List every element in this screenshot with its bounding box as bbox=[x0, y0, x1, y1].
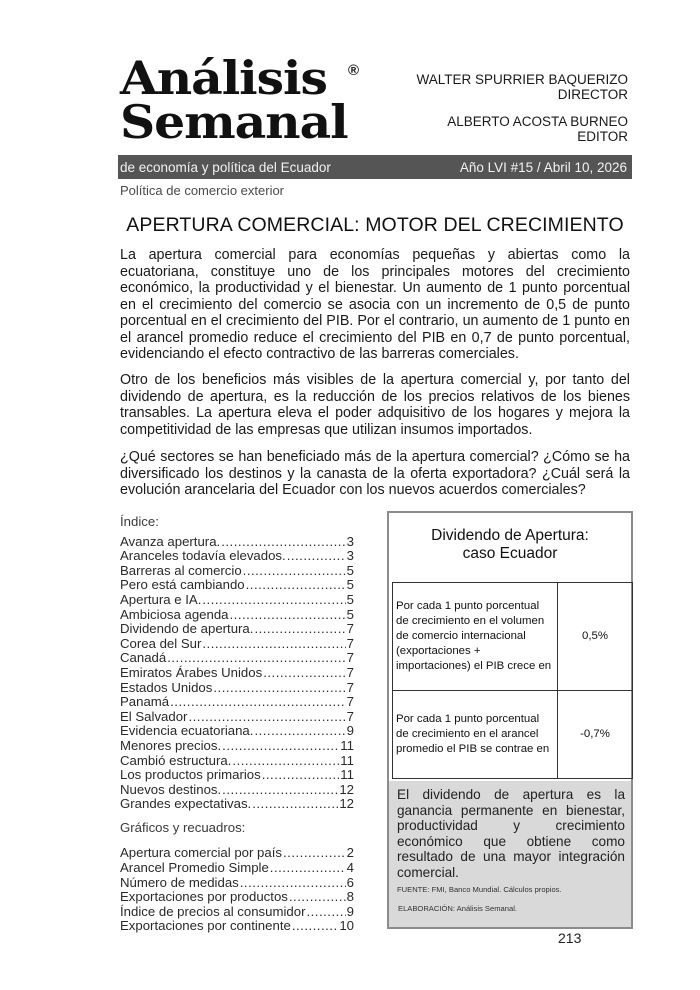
index-entry-label: Aranceles todavía elevados. bbox=[120, 548, 286, 564]
index-entry bbox=[120, 890, 354, 905]
dot-leader bbox=[254, 622, 345, 637]
index-entry bbox=[120, 695, 354, 710]
index-entry bbox=[120, 724, 354, 739]
index-entry-page: 12 bbox=[339, 781, 354, 797]
sidebar-title bbox=[389, 527, 631, 563]
dot-leader bbox=[221, 535, 345, 550]
table-of-contents bbox=[120, 515, 354, 934]
editor-name: ALBERTO ACOSTA BURNEO bbox=[447, 114, 628, 129]
index-entry bbox=[120, 681, 354, 696]
dot-leader bbox=[202, 637, 345, 652]
registered-mark: ® bbox=[348, 62, 360, 79]
sidebar-summary-panel bbox=[389, 781, 631, 927]
headline: APERTURA COMERCIAL: MOTOR DEL CRECIMIENTO bbox=[126, 214, 624, 236]
paragraph-3: ¿Qué sectores se han beneficiado más de la apertura comercial? ¿Cómo se ha diversificado los destinos y la canasta de la oferta exportadora? ¿Cuál será la evolución arancelaria del Ecuador con los nuevos acuerdos comerciales? bbox=[120, 449, 630, 498]
index-entry bbox=[120, 768, 354, 783]
index-entry bbox=[120, 666, 354, 681]
dot-leader bbox=[283, 846, 346, 861]
index-entry bbox=[120, 578, 354, 593]
dot-leader bbox=[240, 876, 346, 891]
index-entry-page: 6 bbox=[346, 874, 354, 890]
index-entry-label: Barreras al comercio bbox=[120, 562, 242, 578]
index-entry bbox=[120, 710, 354, 725]
section-label: Política de comercio exterior bbox=[120, 183, 285, 198]
index-entry-page: 7 bbox=[346, 664, 354, 680]
dot-leader bbox=[292, 919, 339, 934]
index-entry-label: El Salvador bbox=[120, 708, 188, 724]
index-entry bbox=[120, 637, 354, 652]
charts-list bbox=[120, 846, 354, 934]
credit-note: ELABORACIÓN: Análisis Semanal. bbox=[398, 904, 518, 913]
dot-leader bbox=[243, 564, 346, 579]
masthead-staff bbox=[416, 72, 628, 144]
index-entry-label: Grandes expectativas. bbox=[120, 796, 252, 812]
dot-leader bbox=[263, 666, 345, 681]
index-entry-page: 5 bbox=[346, 562, 354, 578]
index-entry-label: Apertura comercial por país bbox=[120, 845, 282, 861]
index-entry bbox=[120, 622, 354, 637]
dot-leader bbox=[287, 549, 346, 564]
index-entry bbox=[120, 797, 354, 812]
dot-leader bbox=[230, 608, 346, 623]
source-note: FUENTE: FMI, Banco Mundial. Cálculos propios. bbox=[397, 885, 562, 894]
dot-leader bbox=[306, 905, 345, 920]
index-entry bbox=[120, 846, 354, 861]
index-entry bbox=[120, 608, 354, 623]
index-entry-label: Avanza apertura. bbox=[120, 533, 221, 549]
paragraph-2: Otro de los beneficios más visibles de la apertura comercial y, por tanto del dividendo de apertura, es la reducción de los precios relativos de los bienes transables. La apertura eleva el poder adquisitivo de los hogares y mejora la competitividad de las empresas que utilizan insumos importados. bbox=[120, 372, 630, 438]
table-cell-value: -0,7% bbox=[558, 691, 633, 779]
page-number: 213 bbox=[558, 930, 582, 946]
dot-leader bbox=[262, 768, 340, 783]
index-entry-label: Ambiciosa agenda bbox=[120, 606, 229, 622]
index-entry bbox=[120, 861, 354, 876]
index-entry-label: Estados Unidos bbox=[120, 679, 213, 695]
editor-role: EDITOR bbox=[577, 129, 628, 144]
dot-leader bbox=[270, 861, 346, 876]
index-entry-page: 5 bbox=[346, 591, 354, 607]
index-entry-page: 3 bbox=[346, 533, 354, 549]
index-entry-label: Número de medidas bbox=[120, 874, 239, 890]
index-entry bbox=[120, 919, 354, 934]
index-entry-page: 12 bbox=[339, 796, 354, 812]
logo-line-1: Análisis bbox=[120, 51, 327, 105]
index-entry-page: 3 bbox=[346, 548, 354, 564]
index-entry-label: Canadá bbox=[120, 650, 167, 666]
sidebar-summary: El dividendo de apertura es la ganancia permanente en bienestar, productividad y crecimiento económico que obtiene como resultado de una mayor integración comercial. bbox=[397, 787, 625, 880]
logo bbox=[120, 51, 370, 150]
index-entry bbox=[120, 593, 354, 608]
index-entry bbox=[120, 754, 354, 769]
index-entry-label: Cambió estructura. bbox=[120, 752, 232, 768]
index-entry-label: Emiratos Árabes Unidos bbox=[120, 664, 263, 680]
index-entry-page: 7 bbox=[346, 650, 354, 666]
dot-leader bbox=[246, 578, 346, 593]
sidebar-title-line-2: caso Ecuador bbox=[462, 545, 558, 562]
dot-leader bbox=[202, 593, 345, 608]
index-entry-page: 11 bbox=[340, 737, 354, 753]
dot-leader bbox=[254, 724, 345, 739]
index-entry bbox=[120, 651, 354, 666]
index-entry-label: Pero está cambiando bbox=[120, 577, 245, 593]
table-cell-description: Por cada 1 punto porcentual de crecimiento en el arancel promedio el PIB se contrae en bbox=[393, 691, 558, 779]
tagline: de economía y política del Ecuador bbox=[120, 159, 331, 175]
index-entry bbox=[120, 535, 354, 550]
sidebar-box bbox=[387, 511, 633, 929]
dot-leader bbox=[188, 710, 345, 725]
director-name: WALTER SPURRIER BAQUERIZO bbox=[416, 72, 628, 87]
dividend-table bbox=[392, 582, 633, 779]
index-entry bbox=[120, 564, 354, 579]
index-title: Índice: bbox=[120, 514, 159, 529]
paragraph-1: La apertura comercial para economías pequeñas y abiertas como la ecuatoriana, constituye uno de los principales motores del crecimiento económico, la productividad y el bienestar. Un aumento de 1 punto porcentual en el crecimiento del comercio se asocia con un incremento de 0,5 de punto porcentual en el crecimiento del PIB. Por el contrario, un aumento de 1 punto en el arancel promedio reduce el crecimiento del PIB en 0,7 de punto porcentual, evidenciando el efecto contractivo de las barreras comerciales. bbox=[120, 247, 630, 362]
logo-line-2: Semanal bbox=[120, 95, 348, 149]
index-entry-page: 5 bbox=[346, 606, 354, 622]
index-entry-page: 10 bbox=[339, 918, 354, 934]
index-entry-page: 4 bbox=[346, 860, 354, 876]
index-entry bbox=[120, 739, 354, 754]
dot-leader bbox=[222, 739, 339, 754]
dot-leader bbox=[167, 651, 345, 666]
dot-leader bbox=[213, 681, 345, 696]
masthead-band bbox=[118, 155, 632, 179]
index-entry-label: Apertura e IA. bbox=[120, 591, 202, 607]
index-entry-page: 9 bbox=[346, 903, 354, 919]
dot-leader bbox=[232, 754, 339, 769]
index-entry bbox=[120, 876, 354, 891]
index-entry-label: Evidencia ecuatoriana. bbox=[120, 723, 254, 739]
index-list bbox=[120, 535, 354, 812]
index-entry-label: Exportaciones por continente bbox=[120, 918, 291, 934]
index-entry-page: 7 bbox=[346, 694, 354, 710]
dot-leader bbox=[289, 890, 346, 905]
index-entry bbox=[120, 905, 354, 920]
index-entry bbox=[120, 549, 354, 564]
index-entry-label: Los productos primarios bbox=[120, 767, 261, 783]
index-entry-label: Panamá bbox=[120, 694, 170, 710]
index-entry-label: Exportaciones por productos bbox=[120, 889, 288, 905]
index-entry-label: Arancel Promedio Simple bbox=[120, 860, 269, 876]
table-row bbox=[393, 583, 633, 691]
index-entry-label: Menores precios. bbox=[120, 737, 222, 753]
index-entry-page: 2 bbox=[346, 845, 354, 861]
dot-leader bbox=[170, 695, 346, 710]
index-entry-page: 7 bbox=[346, 621, 354, 637]
sidebar-title-line-1: Dividendo de Apertura: bbox=[431, 527, 589, 544]
issue-info: Año LVI #15 / Abril 10, 2026 bbox=[459, 159, 627, 175]
charts-title: Gráficos y recuadros: bbox=[120, 819, 246, 835]
table-cell-description: Por cada 1 punto porcentual de crecimiento en el volumen de comercio internacional (exportaciones + importaciones) el PIB crece en bbox=[393, 583, 558, 691]
index-entry-page: 9 bbox=[346, 723, 354, 739]
index-entry-page: 8 bbox=[346, 889, 354, 905]
table-row bbox=[393, 691, 633, 779]
index-entry-page: 5 bbox=[346, 577, 354, 593]
index-entry bbox=[120, 783, 354, 798]
index-entry-page: 7 bbox=[346, 635, 354, 651]
index-entry-page: 7 bbox=[346, 708, 354, 724]
index-entry-page: 7 bbox=[346, 679, 354, 695]
director-role: DIRECTOR bbox=[557, 87, 628, 102]
index-entry-label: Corea del Sur bbox=[120, 635, 202, 651]
index-entry-label: Nuevos destinos. bbox=[120, 781, 222, 797]
dot-leader bbox=[252, 797, 338, 812]
index-entry-page: 11 bbox=[340, 752, 354, 768]
index-entry-label: Índice de precios al consumidor bbox=[120, 903, 306, 919]
dot-leader bbox=[222, 783, 338, 798]
table-cell-value: 0,5% bbox=[558, 583, 633, 691]
index-entry-label: Dividendo de apertura. bbox=[120, 621, 254, 637]
index-entry-page: 11 bbox=[340, 767, 354, 783]
